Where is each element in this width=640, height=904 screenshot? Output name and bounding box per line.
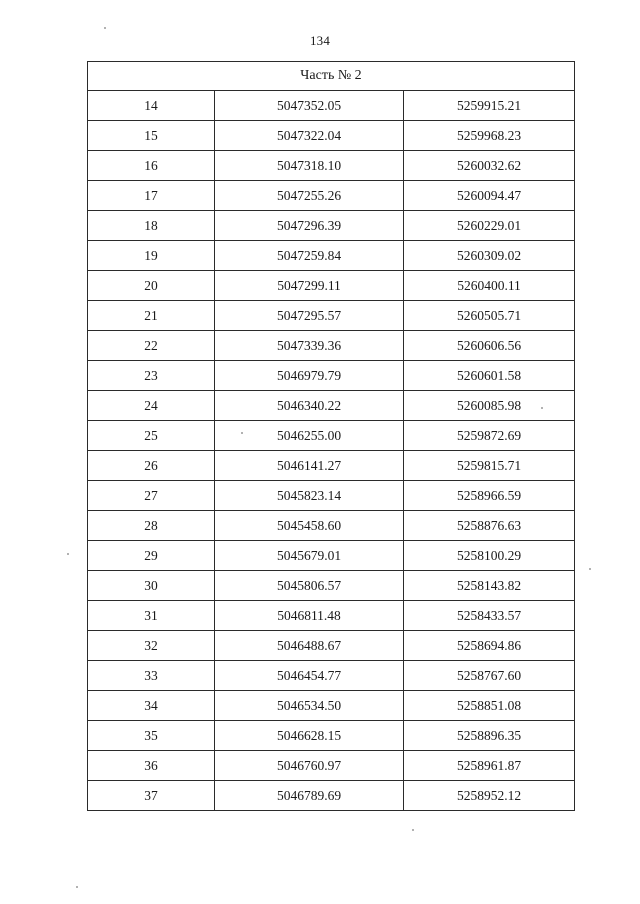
x-coordinate-cell: 5045458.60 bbox=[215, 511, 404, 541]
part-title: Часть № 2 bbox=[88, 62, 575, 91]
table-row bbox=[88, 361, 575, 391]
point-number-cell: 35 bbox=[88, 721, 215, 751]
x-coordinate-cell: 5046534.50 bbox=[215, 691, 404, 721]
x-coordinate-cell: 5046628.15 bbox=[215, 721, 404, 751]
point-number-cell: 23 bbox=[88, 361, 215, 391]
table-row bbox=[88, 691, 575, 721]
coordinates-table bbox=[87, 61, 575, 811]
point-number-cell: 26 bbox=[88, 451, 215, 481]
x-coordinate-cell: 5047352.05 bbox=[215, 91, 404, 121]
y-coordinate-cell: 5258952.12 bbox=[404, 781, 575, 811]
x-coordinate-cell: 5046760.97 bbox=[215, 751, 404, 781]
table-row bbox=[88, 301, 575, 331]
y-coordinate-cell: 5260400.11 bbox=[404, 271, 575, 301]
y-coordinate-cell: 5260094.47 bbox=[404, 181, 575, 211]
point-number-cell: 27 bbox=[88, 481, 215, 511]
x-coordinate-cell: 5046811.48 bbox=[215, 601, 404, 631]
x-coordinate-cell: 5047299.11 bbox=[215, 271, 404, 301]
y-coordinate-cell: 5258966.59 bbox=[404, 481, 575, 511]
x-coordinate-cell: 5046255.00 bbox=[215, 421, 404, 451]
point-number-cell: 19 bbox=[88, 241, 215, 271]
point-number-cell: 16 bbox=[88, 151, 215, 181]
y-coordinate-cell: 5260601.58 bbox=[404, 361, 575, 391]
x-coordinate-cell: 5045679.01 bbox=[215, 541, 404, 571]
y-coordinate-cell: 5260085.98 bbox=[404, 391, 575, 421]
x-coordinate-cell: 5046141.27 bbox=[215, 451, 404, 481]
y-coordinate-cell: 5260309.02 bbox=[404, 241, 575, 271]
point-number-cell: 30 bbox=[88, 571, 215, 601]
scan-speck bbox=[104, 27, 106, 29]
point-number-cell: 28 bbox=[88, 511, 215, 541]
y-coordinate-cell: 5259968.23 bbox=[404, 121, 575, 151]
x-coordinate-cell: 5045823.14 bbox=[215, 481, 404, 511]
point-number-cell: 29 bbox=[88, 541, 215, 571]
point-number-cell: 32 bbox=[88, 631, 215, 661]
point-number-cell: 36 bbox=[88, 751, 215, 781]
x-coordinate-cell: 5047255.26 bbox=[215, 181, 404, 211]
point-number-cell: 14 bbox=[88, 91, 215, 121]
x-coordinate-cell: 5047318.10 bbox=[215, 151, 404, 181]
scan-speck bbox=[412, 829, 414, 831]
y-coordinate-cell: 5258896.35 bbox=[404, 721, 575, 751]
x-coordinate-cell: 5046454.77 bbox=[215, 661, 404, 691]
x-coordinate-cell: 5046340.22 bbox=[215, 391, 404, 421]
table-row bbox=[88, 541, 575, 571]
table-row bbox=[88, 721, 575, 751]
point-number-cell: 21 bbox=[88, 301, 215, 331]
table-header-row bbox=[88, 62, 575, 91]
y-coordinate-cell: 5259915.21 bbox=[404, 91, 575, 121]
table-row bbox=[88, 421, 575, 451]
table-row bbox=[88, 151, 575, 181]
table-row bbox=[88, 121, 575, 151]
table-row bbox=[88, 391, 575, 421]
point-number-cell: 25 bbox=[88, 421, 215, 451]
table-row bbox=[88, 451, 575, 481]
table-row bbox=[88, 571, 575, 601]
point-number-cell: 37 bbox=[88, 781, 215, 811]
table-body bbox=[88, 91, 575, 811]
table-row bbox=[88, 751, 575, 781]
table-row bbox=[88, 241, 575, 271]
table-row bbox=[88, 181, 575, 211]
y-coordinate-cell: 5260032.62 bbox=[404, 151, 575, 181]
scan-speck bbox=[76, 886, 78, 888]
table-row bbox=[88, 481, 575, 511]
table-row bbox=[88, 271, 575, 301]
x-coordinate-cell: 5046488.67 bbox=[215, 631, 404, 661]
scan-speck bbox=[541, 407, 543, 409]
point-number-cell: 18 bbox=[88, 211, 215, 241]
table-row bbox=[88, 781, 575, 811]
table-row bbox=[88, 601, 575, 631]
y-coordinate-cell: 5258961.87 bbox=[404, 751, 575, 781]
x-coordinate-cell: 5047296.39 bbox=[215, 211, 404, 241]
point-number-cell: 33 bbox=[88, 661, 215, 691]
point-number-cell: 20 bbox=[88, 271, 215, 301]
scan-speck bbox=[241, 432, 243, 434]
y-coordinate-cell: 5258143.82 bbox=[404, 571, 575, 601]
point-number-cell: 34 bbox=[88, 691, 215, 721]
y-coordinate-cell: 5260229.01 bbox=[404, 211, 575, 241]
table-row bbox=[88, 91, 575, 121]
y-coordinate-cell: 5260606.56 bbox=[404, 331, 575, 361]
x-coordinate-cell: 5047339.36 bbox=[215, 331, 404, 361]
scan-speck bbox=[67, 553, 69, 555]
scan-speck bbox=[589, 568, 591, 570]
point-number-cell: 31 bbox=[88, 601, 215, 631]
table-row bbox=[88, 331, 575, 361]
point-number-cell: 24 bbox=[88, 391, 215, 421]
y-coordinate-cell: 5258876.63 bbox=[404, 511, 575, 541]
point-number-cell: 15 bbox=[88, 121, 215, 151]
table-row bbox=[88, 631, 575, 661]
x-coordinate-cell: 5047295.57 bbox=[215, 301, 404, 331]
y-coordinate-cell: 5258851.08 bbox=[404, 691, 575, 721]
x-coordinate-cell: 5045806.57 bbox=[215, 571, 404, 601]
y-coordinate-cell: 5258694.86 bbox=[404, 631, 575, 661]
y-coordinate-cell: 5259815.71 bbox=[404, 451, 575, 481]
table-row bbox=[88, 661, 575, 691]
point-number-cell: 17 bbox=[88, 181, 215, 211]
y-coordinate-cell: 5258767.60 bbox=[404, 661, 575, 691]
point-number-cell: 22 bbox=[88, 331, 215, 361]
page-number: 134 bbox=[309, 33, 331, 48]
table-row bbox=[88, 211, 575, 241]
x-coordinate-cell: 5046789.69 bbox=[215, 781, 404, 811]
table-row bbox=[88, 511, 575, 541]
y-coordinate-cell: 5259872.69 bbox=[404, 421, 575, 451]
y-coordinate-cell: 5258100.29 bbox=[404, 541, 575, 571]
y-coordinate-cell: 5260505.71 bbox=[404, 301, 575, 331]
y-coordinate-cell: 5258433.57 bbox=[404, 601, 575, 631]
x-coordinate-cell: 5047259.84 bbox=[215, 241, 404, 271]
x-coordinate-cell: 5047322.04 bbox=[215, 121, 404, 151]
x-coordinate-cell: 5046979.79 bbox=[215, 361, 404, 391]
